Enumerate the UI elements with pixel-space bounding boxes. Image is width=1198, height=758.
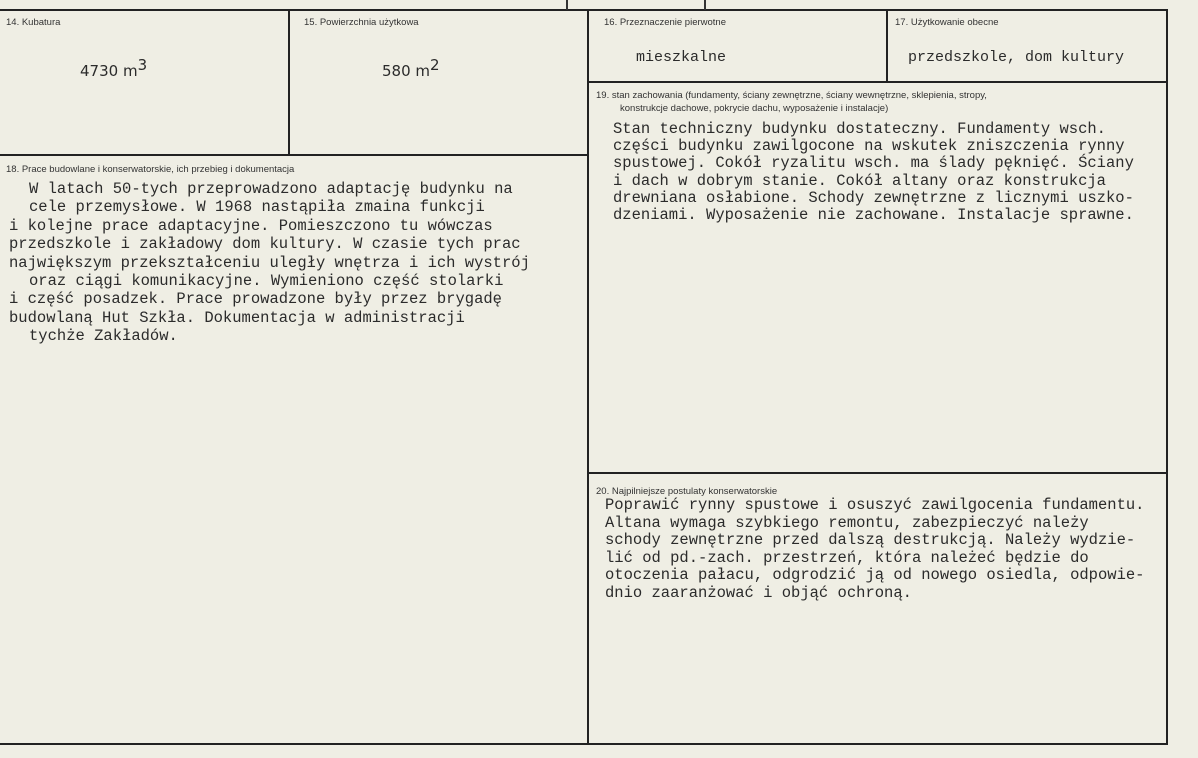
typed-line: dnio zaaranżować i objąć ochroną. [605, 584, 912, 602]
prace-label: 18. Prace budowlane i konserwatorskie, ich przebieg i dokumentacja [6, 164, 295, 175]
typed-line: cele przemysłowe. W 1968 nastąpiła zmaina funkcji [29, 198, 485, 217]
typed-line: Poprawić rynny spustowe i osuszyć zawilgocenia fundamentu. [605, 496, 1145, 514]
bottom-rule [0, 743, 1168, 745]
main-vertical-divider [587, 9, 589, 744]
typed-line: dzeniami. Wyposażenie nie zachowane. Instalacje sprawne. [613, 206, 1134, 224]
powierzchnia-label: 15. Powierzchnia użytkowa [304, 17, 419, 28]
rule-19-20 [589, 472, 1168, 474]
typed-line: tychże Zakładów. [29, 327, 178, 346]
stan-label-line1: 19. stan zachowania (fundamenty, ściany zewnętrzne, ściany wewnętrzne, sklepienia, stropy, [596, 90, 987, 101]
powierzchnia-value: 580 $m^2$ [382, 56, 440, 80]
uzytkowanie-label: 17. Użytkowanie obecne [895, 17, 999, 28]
typed-line: największym przekształceniu uległy wnętrza i ich wystrój [9, 253, 530, 272]
typed-line: schody zewnętrzne przed dalszą destrukcją. Należy wydzie- [605, 531, 1136, 550]
typed-line: otoczenia pałacu, odgrodzić ją od nowego osiedla, odpowie- [605, 566, 1145, 585]
typed-line: i część posadzek. Prace prowadzone były przez brygadę [9, 290, 502, 309]
typed-line: i kolejne prace adaptacyjne. Pomieszczono tu wówczas [9, 216, 493, 235]
przeznaczenie-value: mieszkalne [636, 49, 727, 66]
typed-line: spustowej. Cokół ryzalitu wsch. ma ślady pęknięć. Ściany [613, 154, 1134, 173]
typed-line: Altana wymaga szybkiego remontu, zabezpieczyć należy [605, 513, 1089, 532]
typed-line: Stan techniczny budynku dostateczny. Fundamenty wsch. [613, 120, 1106, 138]
typed-line: części budynku zawilgocone na wskutek zniszczenia rynny [613, 137, 1125, 156]
top-rule [0, 9, 1168, 11]
typed-line: W latach 50-tych przeprowadzono adaptację budynku na [29, 180, 513, 198]
stan-label-line2: konstrukcje dachowe, pokrycie dachu, wyposażenie i instalacje) [620, 103, 889, 114]
przeznaczenie-label: 16. Przeznaczenie pierwotne [604, 17, 726, 28]
kubatura-value: 4730 $m^3$ [80, 56, 148, 80]
typed-line: przedszkole i zakładowy dom kultury. W czasie tych prac [9, 235, 521, 254]
typed-line: budowlaną Hut Szkła. Dokumentacja w administracji [9, 308, 465, 327]
rule-14-18 [0, 154, 589, 156]
top-tick [566, 0, 568, 10]
typed-line: drewniana osłabione. Schody zewnętrzne z licznymi uszko- [613, 188, 1134, 207]
top-tick [704, 0, 706, 10]
rule-16-19 [589, 81, 1168, 83]
typed-line: i dach w dobrym stanie. Cokół altany oraz konstrukcja [613, 171, 1106, 190]
kubatura-label: 14. Kubatura [6, 17, 61, 28]
divider-16-17 [886, 9, 888, 81]
divider-14-15 [288, 9, 290, 155]
typed-line: lić od pd.-zach. przestrzeń, która należeć będzie do [605, 548, 1089, 567]
right-border [1166, 9, 1168, 744]
typed-line: oraz ciągi komunikacyjne. Wymieniono część stolarki [29, 272, 504, 290]
uzytkowanie-value: przedszkole, dom kultury [908, 49, 1125, 66]
postulaty-label: 20. Najpilniejsze postulaty konserwatorskie [596, 486, 778, 497]
